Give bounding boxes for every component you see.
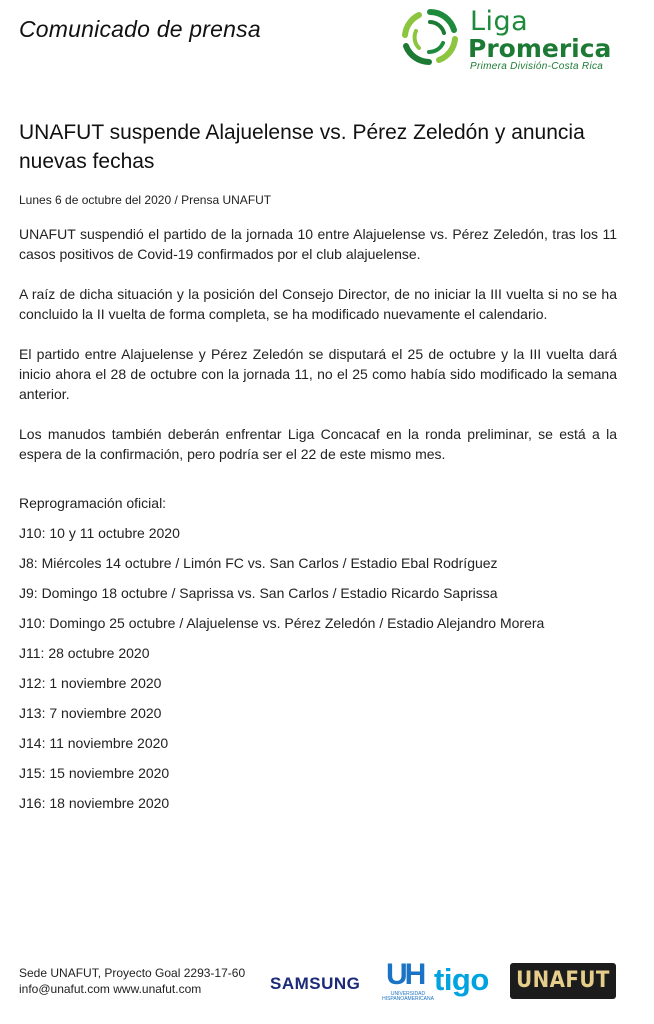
footer-address: Sede UNAFUT, Proyecto Goal 2293-17-60 <box>19 966 246 980</box>
schedule-title: Reprogramación oficial: <box>19 495 167 511</box>
uh-logo-subtitle: UNIVERSIDAD HISPANOAMERICANA <box>382 991 434 1002</box>
liga-promerica-logo <box>399 6 619 72</box>
schedule-item: J11: 28 octubre 2020 <box>19 645 150 661</box>
paragraph: A raíz de dicha situación y la posición del Consejo Director, de no iniciar la III vuelta si no se ha concluido la II vuelta de forma completa, se ha modificado nuevamente el calendario. <box>19 286 617 322</box>
schedule-item: J16: 18 noviembre 2020 <box>19 795 170 811</box>
schedule-item: J10: Domingo 25 octubre / Alajuelense vs. Pérez Zeledón / Estadio Alejandro Morera <box>19 615 545 631</box>
schedule-item: J15: 15 noviembre 2020 <box>19 765 170 781</box>
sponsor-logos <box>268 960 620 1004</box>
article-headline: UNAFUT suspende Alajuelense vs. Pérez Zeledón y anuncia nuevas fechas <box>19 121 585 173</box>
liga-swirl-icon <box>399 6 461 68</box>
footer-links: info@unafut.com www.unafut.com <box>19 982 202 996</box>
schedule-item: J9: Domingo 18 octubre / Saprissa vs. San Carlos / Estadio Ricardo Saprissa <box>19 585 498 601</box>
schedule-item: J14: 11 noviembre 2020 <box>19 735 169 751</box>
tigo-logo: tigo <box>434 962 489 997</box>
logo-promerica-text: Promerica <box>468 34 612 63</box>
schedule-list <box>19 493 619 823</box>
schedule-item: J12: 1 noviembre 2020 <box>19 675 162 691</box>
footer-contact <box>19 965 245 997</box>
samsung-logo: SAMSUNG <box>270 974 361 993</box>
article-dateline: Lunes 6 de octubre del 2020 / Prensa UNAFUT <box>19 193 272 207</box>
logo-subtitle: Primera División-Costa Rica <box>470 61 604 72</box>
logo-liga-text: Liga <box>470 6 529 37</box>
schedule-item: J8: Miércoles 14 octubre / Limón FC vs. San Carlos / Estadio Ebal Rodríguez <box>19 555 498 571</box>
page-title: Comunicado de prensa <box>19 16 261 42</box>
article-body <box>19 224 617 484</box>
schedule-item: J13: 7 noviembre 2020 <box>19 705 162 721</box>
paragraph: UNAFUT suspendió el partido de la jornada 10 entre Alajuelense vs. Pérez Zeledón, tras los 11 casos positivos de Covid-19 confirmados por el club alajuelense. <box>19 226 617 262</box>
uh-logo <box>382 960 434 1004</box>
unafut-logo-text: UNAFUT <box>516 968 610 993</box>
paragraph: El partido entre Alajuelense y Pérez Zeledón se disputará el 25 de octubre y la III vuelta dará inicio ahora el 28 de octubre con la jornada 11, no el 25 como había sido modificado la semana anterior. <box>19 346 617 402</box>
schedule-item: J10: 10 y 11 octubre 2020 <box>19 525 180 541</box>
paragraph: Los manudos también deberán enfrentar Liga Concacaf en la ronda preliminar, se está a la espera de la confirmación, pero podría ser el 22 de este mismo mes. <box>19 426 617 462</box>
unafut-logo <box>510 963 616 999</box>
uh-logo-letters: UH <box>386 958 424 991</box>
